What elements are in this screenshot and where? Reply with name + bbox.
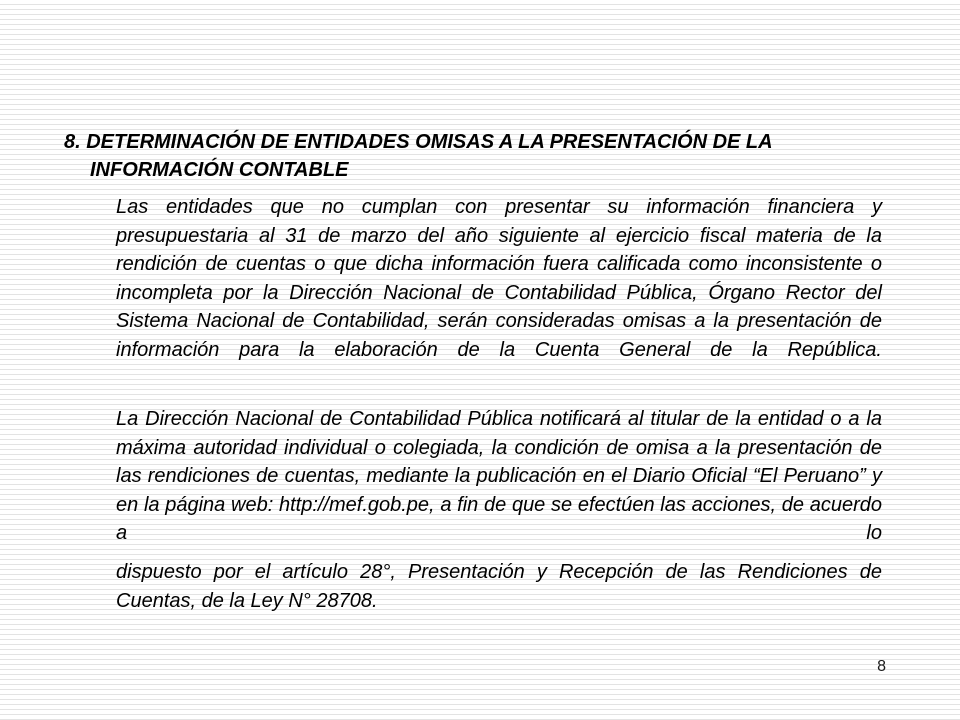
- section-heading: 8. DETERMINACIÓN DE ENTIDADES OMISAS A LA PRESENTACIÓN DE LA INFORMACIÓN CONTABLE: [64, 131, 772, 181]
- paragraph-notification: La Dirección Nacional de Contabilidad Pública notificará al titular de la entidad o a la máxima autoridad individual o colegiada, la condición de omisa a la presentación de las rendiciones de cuentas, mediante la publicación en el Diario Oficial “El Peruano” y en la página web: http://mef.gob.pe, a fin de que se efectúen las acciones, de acuerdo a lo: [116, 408, 882, 544]
- page-number: 8: [877, 658, 886, 675]
- paragraph-omission-criteria: Las entidades que no cumplan con presentar su información financiera y presupuestaria al 31 de marzo del año siguiente al ejercicio fiscal materia de la rendición de cuentas o que dicha información fuera calificada como inconsistente o incompleta por la Dirección Nacional de Contabilidad Pública, Órgano Rector del Sistema Nacional de Contabilidad, serán consideradas omisas a la presentación de información para la elaboración de la Cuenta General de la República.: [116, 196, 882, 361]
- paragraph-legal-reference: dispuesto por el artículo 28°, Presentación y Recepción de las Rendiciones de Cuentas, de la Ley N° 28708.: [116, 561, 882, 612]
